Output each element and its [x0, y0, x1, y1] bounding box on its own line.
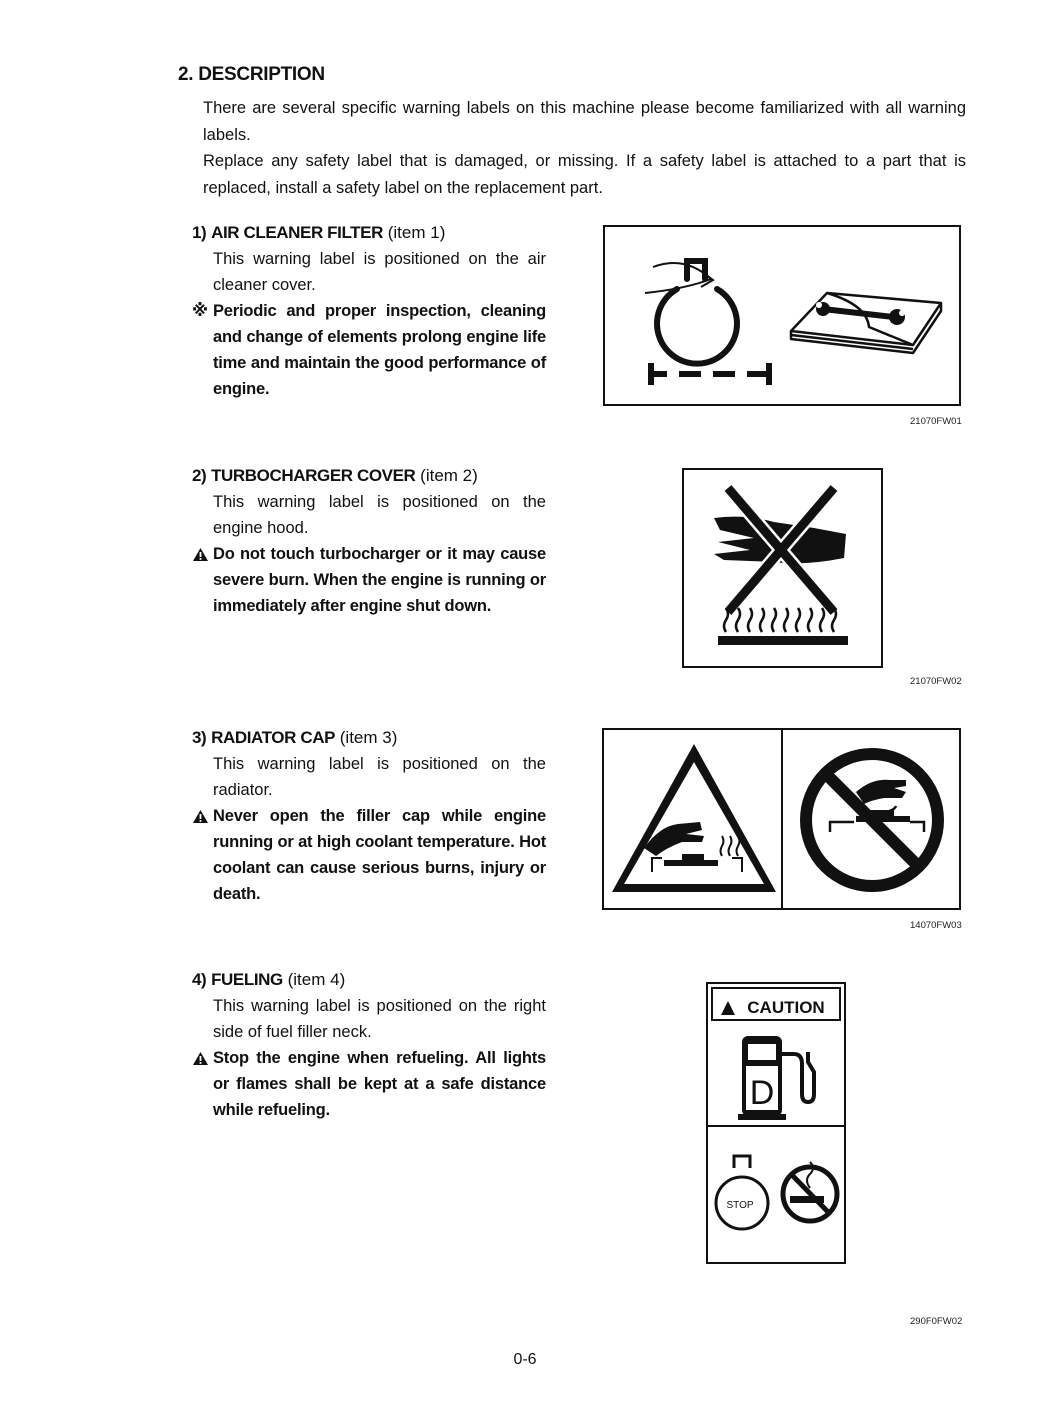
figure-code: 21070FW02: [910, 676, 962, 687]
section-description: This warning label is positioned on the right side of fuel filler neck.: [213, 997, 546, 1041]
fuel-pump-icon: [738, 1036, 814, 1120]
reference-mark-icon: ※: [192, 302, 208, 320]
section-note: ※ Periodic and proper inspection, cleaning and change of elements prolong engine life time and maintain the good performance of engine.: [192, 298, 546, 402]
engine-stop-icon: [716, 1156, 768, 1229]
section-note: Do not touch turbocharger or it may cause severe burn. When the engine is running or immediately after engine shut down.: [192, 541, 546, 619]
section-description: This warning label is positioned on the radiator.: [213, 755, 546, 799]
section-air-cleaner-filter: [192, 220, 546, 402]
section-title: 3) RADIATOR CAP (item 3): [192, 728, 398, 747]
section-description: This warning label is positioned on the engine hood.: [213, 493, 546, 537]
hot-coolant-warning-icon: [604, 730, 959, 908]
section-title-text: TURBOCHARGER COVER: [211, 466, 416, 485]
fueling-label-figure: [706, 982, 846, 1264]
section-item-ref: (item 4): [287, 970, 346, 989]
section-radiator-cap: [192, 725, 546, 907]
turbocharger-label-figure: [682, 468, 883, 668]
intro-text: [203, 95, 966, 201]
warning-triangle-icon: [192, 1051, 209, 1066]
section-title: 4) FUELING (item 4): [192, 970, 346, 989]
section-turbocharger-cover: [192, 463, 546, 619]
figure-code: 14070FW03: [910, 920, 962, 931]
section-title-text: FUELING: [211, 970, 283, 989]
warning-triangle-icon: [192, 547, 209, 562]
section-item-ref: (item 2): [420, 466, 478, 485]
page-number: 0-6: [513, 1351, 537, 1368]
intro-paragraph-2: Replace any safety label that is damaged, or missing. If a safety label is attached to a part that is replaced, install a safety label on the replacement part.: [203, 152, 966, 197]
stop-text: STOP: [726, 1200, 754, 1211]
warning-triangle-icon: [192, 809, 209, 824]
section-note: Stop the engine when refueling. All lights or flames shall be kept at a safe distance while refueling.: [192, 1045, 546, 1123]
intro-paragraph-1: There are several specific warning labels on this machine please become familiarized with all warning labels.: [203, 99, 966, 144]
section-note: Never open the filler cap while engine running or at high coolant temperature. Hot coolant can cause serious burns, injury or death.: [192, 803, 546, 907]
section-title: 2) TURBOCHARGER COVER (item 2): [192, 466, 478, 485]
air-filter-service-icon: [605, 227, 959, 404]
fuel-type-letter: D: [749, 1074, 775, 1112]
radiator-cap-label-figure: [602, 728, 961, 910]
caution-text: CAUTION: [747, 998, 825, 1017]
section-fueling: [192, 967, 546, 1123]
section-item-ref: (item 1): [387, 223, 446, 242]
section-description: This warning label is positioned on the air cleaner cover.: [213, 250, 546, 294]
no-smoking-icon: [783, 1162, 837, 1221]
section-title-text: RADIATOR CAP: [211, 728, 336, 747]
no-touch-hot-surface-icon: [684, 470, 881, 666]
section-heading: 2. DESCRIPTION: [178, 64, 325, 85]
air-cleaner-label-figure: [603, 225, 961, 406]
figure-code: 21070FW01: [910, 416, 962, 427]
figure-code: 290F0FW02: [910, 1316, 963, 1327]
section-item-ref: (item 3): [339, 728, 398, 747]
section-title-text: AIR CLEANER FILTER: [211, 223, 383, 242]
section-title: 1) AIR CLEANER FILTER (item 1): [192, 223, 446, 242]
